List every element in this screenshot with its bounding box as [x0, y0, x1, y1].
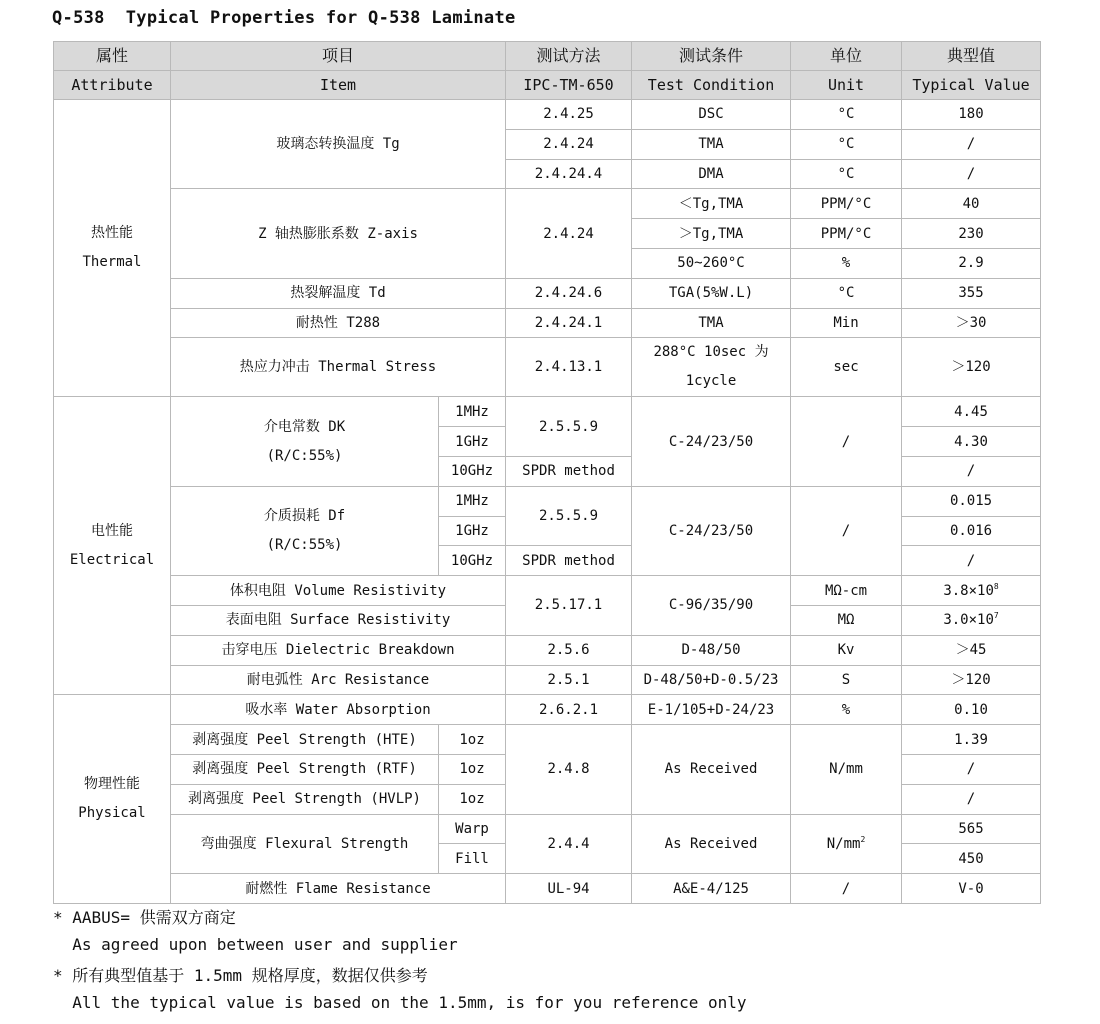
value-cell: 355	[902, 278, 1041, 308]
category-en: Electrical	[69, 551, 155, 568]
item-water-absorption: 吸水率 Water Absorption	[171, 695, 506, 725]
item-line: (R/C:55%)	[266, 536, 343, 553]
table-row	[54, 486, 1041, 516]
unit-cell: Kv	[791, 635, 902, 665]
value-cell: 450	[902, 844, 1041, 874]
unit-cell: °C	[791, 278, 902, 308]
unit-base: N/mm	[826, 835, 861, 852]
weight-cell: 1oz	[439, 725, 506, 755]
method-cell: SPDR method	[506, 546, 632, 576]
unit-cell: Min	[791, 308, 902, 338]
method-cell: 2.4.8	[506, 725, 632, 814]
unit-cell: %	[791, 248, 902, 278]
method-cell: 2.4.13.1	[506, 338, 632, 397]
table-row	[54, 308, 1041, 338]
item-line: (R/C:55%)	[266, 447, 343, 464]
unit-cell: PPM/°C	[791, 219, 902, 249]
header-item-zh: 项目	[171, 42, 506, 71]
frequency-cell: 10GHz	[439, 546, 506, 576]
weight-cell: 1oz	[439, 784, 506, 814]
method-cell: 2.6.2.1	[506, 695, 632, 725]
value-cell	[902, 576, 1041, 606]
unit-cell: PPM/°C	[791, 189, 902, 219]
value-cell: 565	[902, 814, 1041, 844]
unit-cell: MΩ	[791, 605, 902, 635]
condition-cell: TMA	[632, 308, 791, 338]
value-cell: /	[902, 456, 1041, 486]
condition-line: 288°C 10sec 为	[653, 344, 769, 361]
value-cell: /	[902, 754, 1041, 784]
method-cell: 2.4.25	[506, 100, 632, 130]
value-cell: 0.10	[902, 695, 1041, 725]
method-cell: 2.5.5.9	[506, 486, 632, 546]
value-cell: /	[902, 784, 1041, 814]
condition-cell: ＜Tg,TMA	[632, 189, 791, 219]
table-row	[54, 665, 1041, 695]
condition-cell: As Received	[632, 725, 791, 814]
frequency-cell: 1GHz	[439, 516, 506, 546]
header-value-en: Typical Value	[902, 71, 1041, 100]
unit-cell: MΩ-cm	[791, 576, 902, 606]
condition-cell: D-48/50+D-0.5/23	[632, 665, 791, 695]
item-z-axis: Z 轴热膨胀系数 Z-axis	[171, 189, 506, 278]
unit-cell: /	[791, 874, 902, 904]
method-cell: 2.4.24	[506, 129, 632, 159]
method-cell: 2.5.5.9	[506, 397, 632, 457]
value-cell: ＞120	[902, 665, 1041, 695]
unit-cell: N/mm	[791, 725, 902, 814]
item-peel-hvlp: 剥离强度 Peel Strength (HVLP)	[171, 784, 439, 814]
table-row	[54, 635, 1041, 665]
value-base: 3.8×10	[943, 582, 994, 599]
item-line: 介电常数 DK	[263, 418, 346, 435]
category-electrical	[54, 397, 171, 695]
value-exponent: 7	[993, 611, 999, 621]
category-en: Physical	[78, 805, 146, 822]
properties-table	[53, 41, 1041, 904]
frequency-cell: 1GHz	[439, 427, 506, 457]
condition-cell: E-1/105+D-24/23	[632, 695, 791, 725]
value-cell: 230	[902, 219, 1041, 249]
category-zh: 物理性能	[84, 776, 140, 793]
table-row	[54, 814, 1041, 844]
item-flexural-strength: 弯曲强度 Flexural Strength	[171, 814, 439, 874]
value-cell: 0.016	[902, 516, 1041, 546]
header-method-zh: 测试方法	[506, 42, 632, 71]
table-row	[54, 397, 1041, 427]
footnote-thickness: * 所有典型值基于 1.5mm 规格厚度，数据仅供参考	[53, 966, 428, 985]
condition-cell	[632, 338, 791, 397]
unit-cell: S	[791, 665, 902, 695]
method-cell: SPDR method	[506, 456, 632, 486]
item-tg: 玻璃态转换温度 Tg	[171, 100, 506, 189]
category-physical	[54, 695, 171, 904]
unit-cell	[791, 814, 902, 874]
unit-cell: sec	[791, 338, 902, 397]
condition-cell: C-24/23/50	[632, 397, 791, 486]
value-cell: ＞45	[902, 635, 1041, 665]
item-t288: 耐热性 T288	[171, 308, 506, 338]
category-zh: 热性能	[91, 225, 133, 242]
value-cell: 4.30	[902, 427, 1041, 457]
method-cell: 2.4.24	[506, 189, 632, 278]
value-base: 3.0×10	[943, 612, 994, 629]
table-row	[54, 189, 1041, 219]
category-en: Thermal	[82, 254, 142, 271]
direction-cell: Warp	[439, 814, 506, 844]
header-attribute-zh: 属性	[54, 42, 171, 71]
document-title: Q-538 Typical Properties for Q-538 Laminate	[52, 8, 516, 28]
header-unit-en: Unit	[791, 71, 902, 100]
value-cell: V-0	[902, 874, 1041, 904]
unit-cell: °C	[791, 100, 902, 130]
header-attribute-en: Attribute	[54, 71, 171, 100]
unit-cell: °C	[791, 129, 902, 159]
item-peel-hte: 剥离强度 Peel Strength (HTE)	[171, 725, 439, 755]
method-cell: 2.5.6	[506, 635, 632, 665]
condition-cell: A&E-4/125	[632, 874, 791, 904]
item-peel-rtf: 剥离强度 Peel Strength (RTF)	[171, 754, 439, 784]
frequency-cell: 10GHz	[439, 456, 506, 486]
method-cell: 2.5.17.1	[506, 576, 632, 636]
category-thermal	[54, 100, 171, 397]
value-cell: 40	[902, 189, 1041, 219]
value-cell: 180	[902, 100, 1041, 130]
direction-cell: Fill	[439, 844, 506, 874]
table-row	[54, 874, 1041, 904]
value-cell: 2.9	[902, 248, 1041, 278]
header-value-zh: 典型值	[902, 42, 1041, 71]
header-method-en: IPC-TM-650	[506, 71, 632, 100]
item-volume-resistivity: 体积电阻 Volume Resistivity	[171, 576, 506, 606]
table-row	[54, 278, 1041, 308]
condition-cell: C-96/35/90	[632, 576, 791, 636]
unit-exponent: 2	[860, 834, 866, 844]
footnote-thickness-en: All the typical value is based on the 1.5mm, is for you reference only	[53, 993, 747, 1012]
value-cell: ＞120	[902, 338, 1041, 397]
method-cell: UL-94	[506, 874, 632, 904]
value-exponent: 8	[993, 581, 999, 591]
value-cell: /	[902, 129, 1041, 159]
header-condition-en: Test Condition	[632, 71, 791, 100]
item-dielectric-breakdown: 击穿电压 Dielectric Breakdown	[171, 635, 506, 665]
header-unit-zh: 单位	[791, 42, 902, 71]
condition-cell: DMA	[632, 159, 791, 189]
footnote-aabus-en: As agreed upon between user and supplier	[53, 935, 458, 954]
condition-cell: 50~260°C	[632, 248, 791, 278]
item-thermal-stress: 热应力冲击 Thermal Stress	[171, 338, 506, 397]
item-surface-resistivity: 表面电阻 Surface Resistivity	[171, 605, 506, 635]
item-arc-resistance: 耐电弧性 Arc Resistance	[171, 665, 506, 695]
condition-cell: As Received	[632, 814, 791, 874]
unit-cell: %	[791, 695, 902, 725]
value-cell: /	[902, 159, 1041, 189]
condition-cell: D-48/50	[632, 635, 791, 665]
header-item-en: Item	[171, 71, 506, 100]
item-td: 热裂解温度 Td	[171, 278, 506, 308]
item-df	[171, 486, 439, 575]
frequency-cell: 1MHz	[439, 486, 506, 516]
method-cell: 2.4.4	[506, 814, 632, 874]
condition-line: 1cycle	[685, 373, 737, 390]
unit-cell: °C	[791, 159, 902, 189]
table-row	[54, 725, 1041, 755]
method-cell: 2.4.24.1	[506, 308, 632, 338]
item-dk	[171, 397, 439, 486]
value-cell: 1.39	[902, 725, 1041, 755]
condition-cell: C-24/23/50	[632, 486, 791, 575]
table-row	[54, 100, 1041, 130]
method-cell: 2.5.1	[506, 665, 632, 695]
condition-cell: TGA(5%W.L)	[632, 278, 791, 308]
method-cell: 2.4.24.4	[506, 159, 632, 189]
condition-cell: DSC	[632, 100, 791, 130]
condition-cell: ＞Tg,TMA	[632, 219, 791, 249]
header-condition-zh: 测试条件	[632, 42, 791, 71]
value-cell: 4.45	[902, 397, 1041, 427]
frequency-cell: 1MHz	[439, 397, 506, 427]
value-cell: /	[902, 546, 1041, 576]
table-row	[54, 695, 1041, 725]
item-line: 介质损耗 Df	[263, 507, 346, 524]
table-row	[54, 576, 1041, 606]
unit-cell: /	[791, 397, 902, 486]
method-cell: 2.4.24.6	[506, 278, 632, 308]
item-flame-resistance: 耐燃性 Flame Resistance	[171, 874, 506, 904]
condition-cell: TMA	[632, 129, 791, 159]
unit-cell: /	[791, 486, 902, 575]
category-zh: 电性能	[91, 522, 133, 539]
value-cell: ＞30	[902, 308, 1041, 338]
footnote-aabus: * AABUS= 供需双方商定	[53, 908, 236, 927]
value-cell	[902, 605, 1041, 635]
value-cell: 0.015	[902, 486, 1041, 516]
weight-cell: 1oz	[439, 754, 506, 784]
